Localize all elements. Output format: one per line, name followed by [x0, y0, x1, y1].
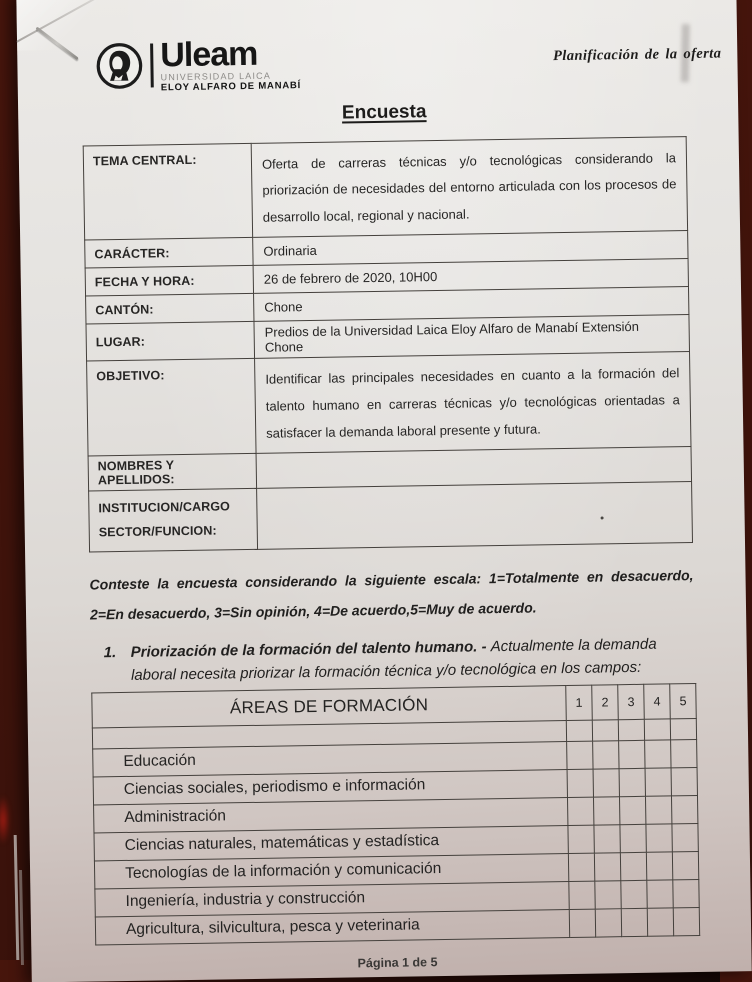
score-cell[interactable] — [671, 795, 697, 823]
scale-column-3: 3 — [618, 684, 645, 719]
page-number: Página 1 de 5 — [357, 954, 438, 970]
question-number: 1. — [103, 644, 117, 662]
score-cell[interactable] — [621, 908, 647, 936]
info-label: INSTITUCION/CARGO — [98, 499, 231, 516]
score-cell[interactable] — [567, 769, 593, 797]
score-cell[interactable] — [619, 740, 645, 768]
scale-instructions: Conteste la encuesta considerando la siguiente escala: 1=Totalmente en desacuerdo, 2=En desacuerdo, 3=Sin opinión, 4=De acuerdo,5=Muy de acuerdo. — [89, 566, 694, 623]
area-label: Ciencias sociales, periodismo e información — [93, 769, 567, 804]
score-cell[interactable] — [672, 823, 698, 851]
score-cell[interactable] — [647, 879, 673, 907]
eloy-alfaro-portrait-icon — [95, 42, 144, 91]
uleam-logo — [95, 36, 301, 94]
score-cell[interactable] — [670, 718, 696, 739]
score-cell[interactable] — [567, 797, 593, 825]
scale-column-1: 1 — [566, 685, 593, 720]
question-1 — [90, 632, 695, 688]
area-label: Educación — [93, 741, 567, 776]
score-cell[interactable] — [621, 880, 647, 908]
brand-name: Uleam — [159, 34, 258, 75]
info-label: SECTOR/FUNCION: — [98, 523, 217, 540]
info-value: Oferta de carreras técnicas y/o tecnológicas considerando la priorización de necesidades del entorno articulada con los procesos de desarrollo local, regional y nacional. — [251, 136, 687, 238]
info-value: Identificar las principales necesidades en cuanto a la formación del talento humano en carreras técnicas y/o tecnológicas orientadas a satisfacer la demanda laboral presente y futura. — [255, 352, 691, 454]
score-cell[interactable] — [595, 908, 621, 936]
score-cell[interactable] — [644, 718, 670, 739]
score-cell[interactable] — [593, 768, 619, 796]
table-row — [87, 352, 691, 456]
scale-column-2: 2 — [592, 684, 619, 719]
score-cell[interactable] — [593, 740, 619, 768]
page-header — [81, 30, 722, 95]
info-value: 26 de febrero de 2020, 10H00 — [253, 259, 688, 294]
page-title: Encuesta — [341, 100, 427, 123]
score-cell[interactable] — [619, 796, 645, 824]
score-cell[interactable] — [568, 853, 594, 881]
score-cell[interactable] — [593, 796, 619, 824]
score-cell[interactable] — [569, 881, 595, 909]
table-row — [89, 482, 693, 552]
area-label: Ciencias naturales, matemáticas y estadística — [94, 825, 568, 860]
areas-header: ÁREAS DE FORMACIÓN — [92, 685, 566, 727]
score-cell[interactable] — [672, 851, 698, 879]
question-text — [130, 632, 695, 687]
score-cell[interactable] — [671, 739, 697, 767]
info-label: LUGAR: — [86, 322, 255, 362]
scale-column-5: 5 — [670, 683, 697, 718]
question-body: Actualmente la demanda laboral necesita priorizar la formación técnica y/o tecnológica en los campos: — [130, 635, 657, 685]
score-cell[interactable] — [646, 823, 672, 851]
institution-input-cell[interactable] — [257, 482, 693, 549]
document-tagline: Planificación de la oferta — [552, 45, 722, 65]
score-cell[interactable] — [646, 851, 672, 879]
brand-subtitle-1: UNIVERSIDAD LAICA — [160, 70, 272, 83]
score-cell[interactable] — [594, 852, 620, 880]
logo-divider — [150, 44, 154, 88]
info-label: CANTÓN: — [86, 294, 254, 325]
score-cell[interactable] — [645, 767, 671, 795]
question-title: Priorización de la formación del talento humano. - — [130, 638, 491, 661]
areas-rating-table — [91, 683, 700, 945]
brand-subtitle-2: ELOY ALFARO DE MANABÍ — [160, 80, 302, 94]
area-label: Administración — [94, 797, 568, 832]
area-label: Ingeniería, industria y construcción — [95, 881, 569, 916]
info-label: CARÁCTER: — [85, 238, 253, 269]
info-label: FECHA Y HORA: — [85, 266, 253, 297]
table-surface-glint — [0, 795, 10, 845]
score-cell[interactable] — [645, 795, 671, 823]
info-label: OBJETIVO: — [87, 359, 256, 457]
info-label: TEMA CENTRAL: — [83, 143, 252, 241]
area-label: Tecnologías de la información y comunicación — [94, 853, 568, 888]
info-value: Predios de la Universidad Laica Eloy Alfaro de Manabí Extensión Chone — [254, 315, 690, 359]
score-cell[interactable] — [568, 825, 594, 853]
info-value: Ordinaria — [253, 231, 688, 266]
score-cell[interactable] — [595, 880, 621, 908]
score-cell[interactable] — [618, 719, 644, 740]
score-cell[interactable] — [647, 907, 673, 935]
scale-column-4: 4 — [644, 683, 671, 718]
info-label: NOMBRES Y APELLIDOS: — [88, 454, 257, 492]
survey-info-table — [83, 136, 693, 553]
score-cell[interactable] — [645, 739, 671, 767]
survey-page — [16, 0, 751, 982]
score-cell[interactable] — [620, 824, 646, 852]
score-cell[interactable] — [620, 852, 646, 880]
score-cell[interactable] — [567, 741, 593, 769]
score-cell[interactable] — [619, 768, 645, 796]
page-stack-edge — [19, 870, 23, 965]
info-value: Chone — [254, 287, 689, 322]
score-cell[interactable] — [569, 909, 595, 937]
score-cell[interactable] — [673, 907, 699, 935]
score-cell[interactable] — [594, 824, 620, 852]
table-row — [83, 136, 687, 240]
score-cell[interactable] — [592, 719, 618, 740]
score-cell[interactable] — [566, 720, 592, 741]
score-cell[interactable] — [673, 879, 699, 907]
page-stack-edge — [14, 835, 19, 960]
area-label: Agricultura, silvicultura, pesca y veterinaria — [95, 909, 569, 944]
score-cell[interactable] — [671, 767, 697, 795]
